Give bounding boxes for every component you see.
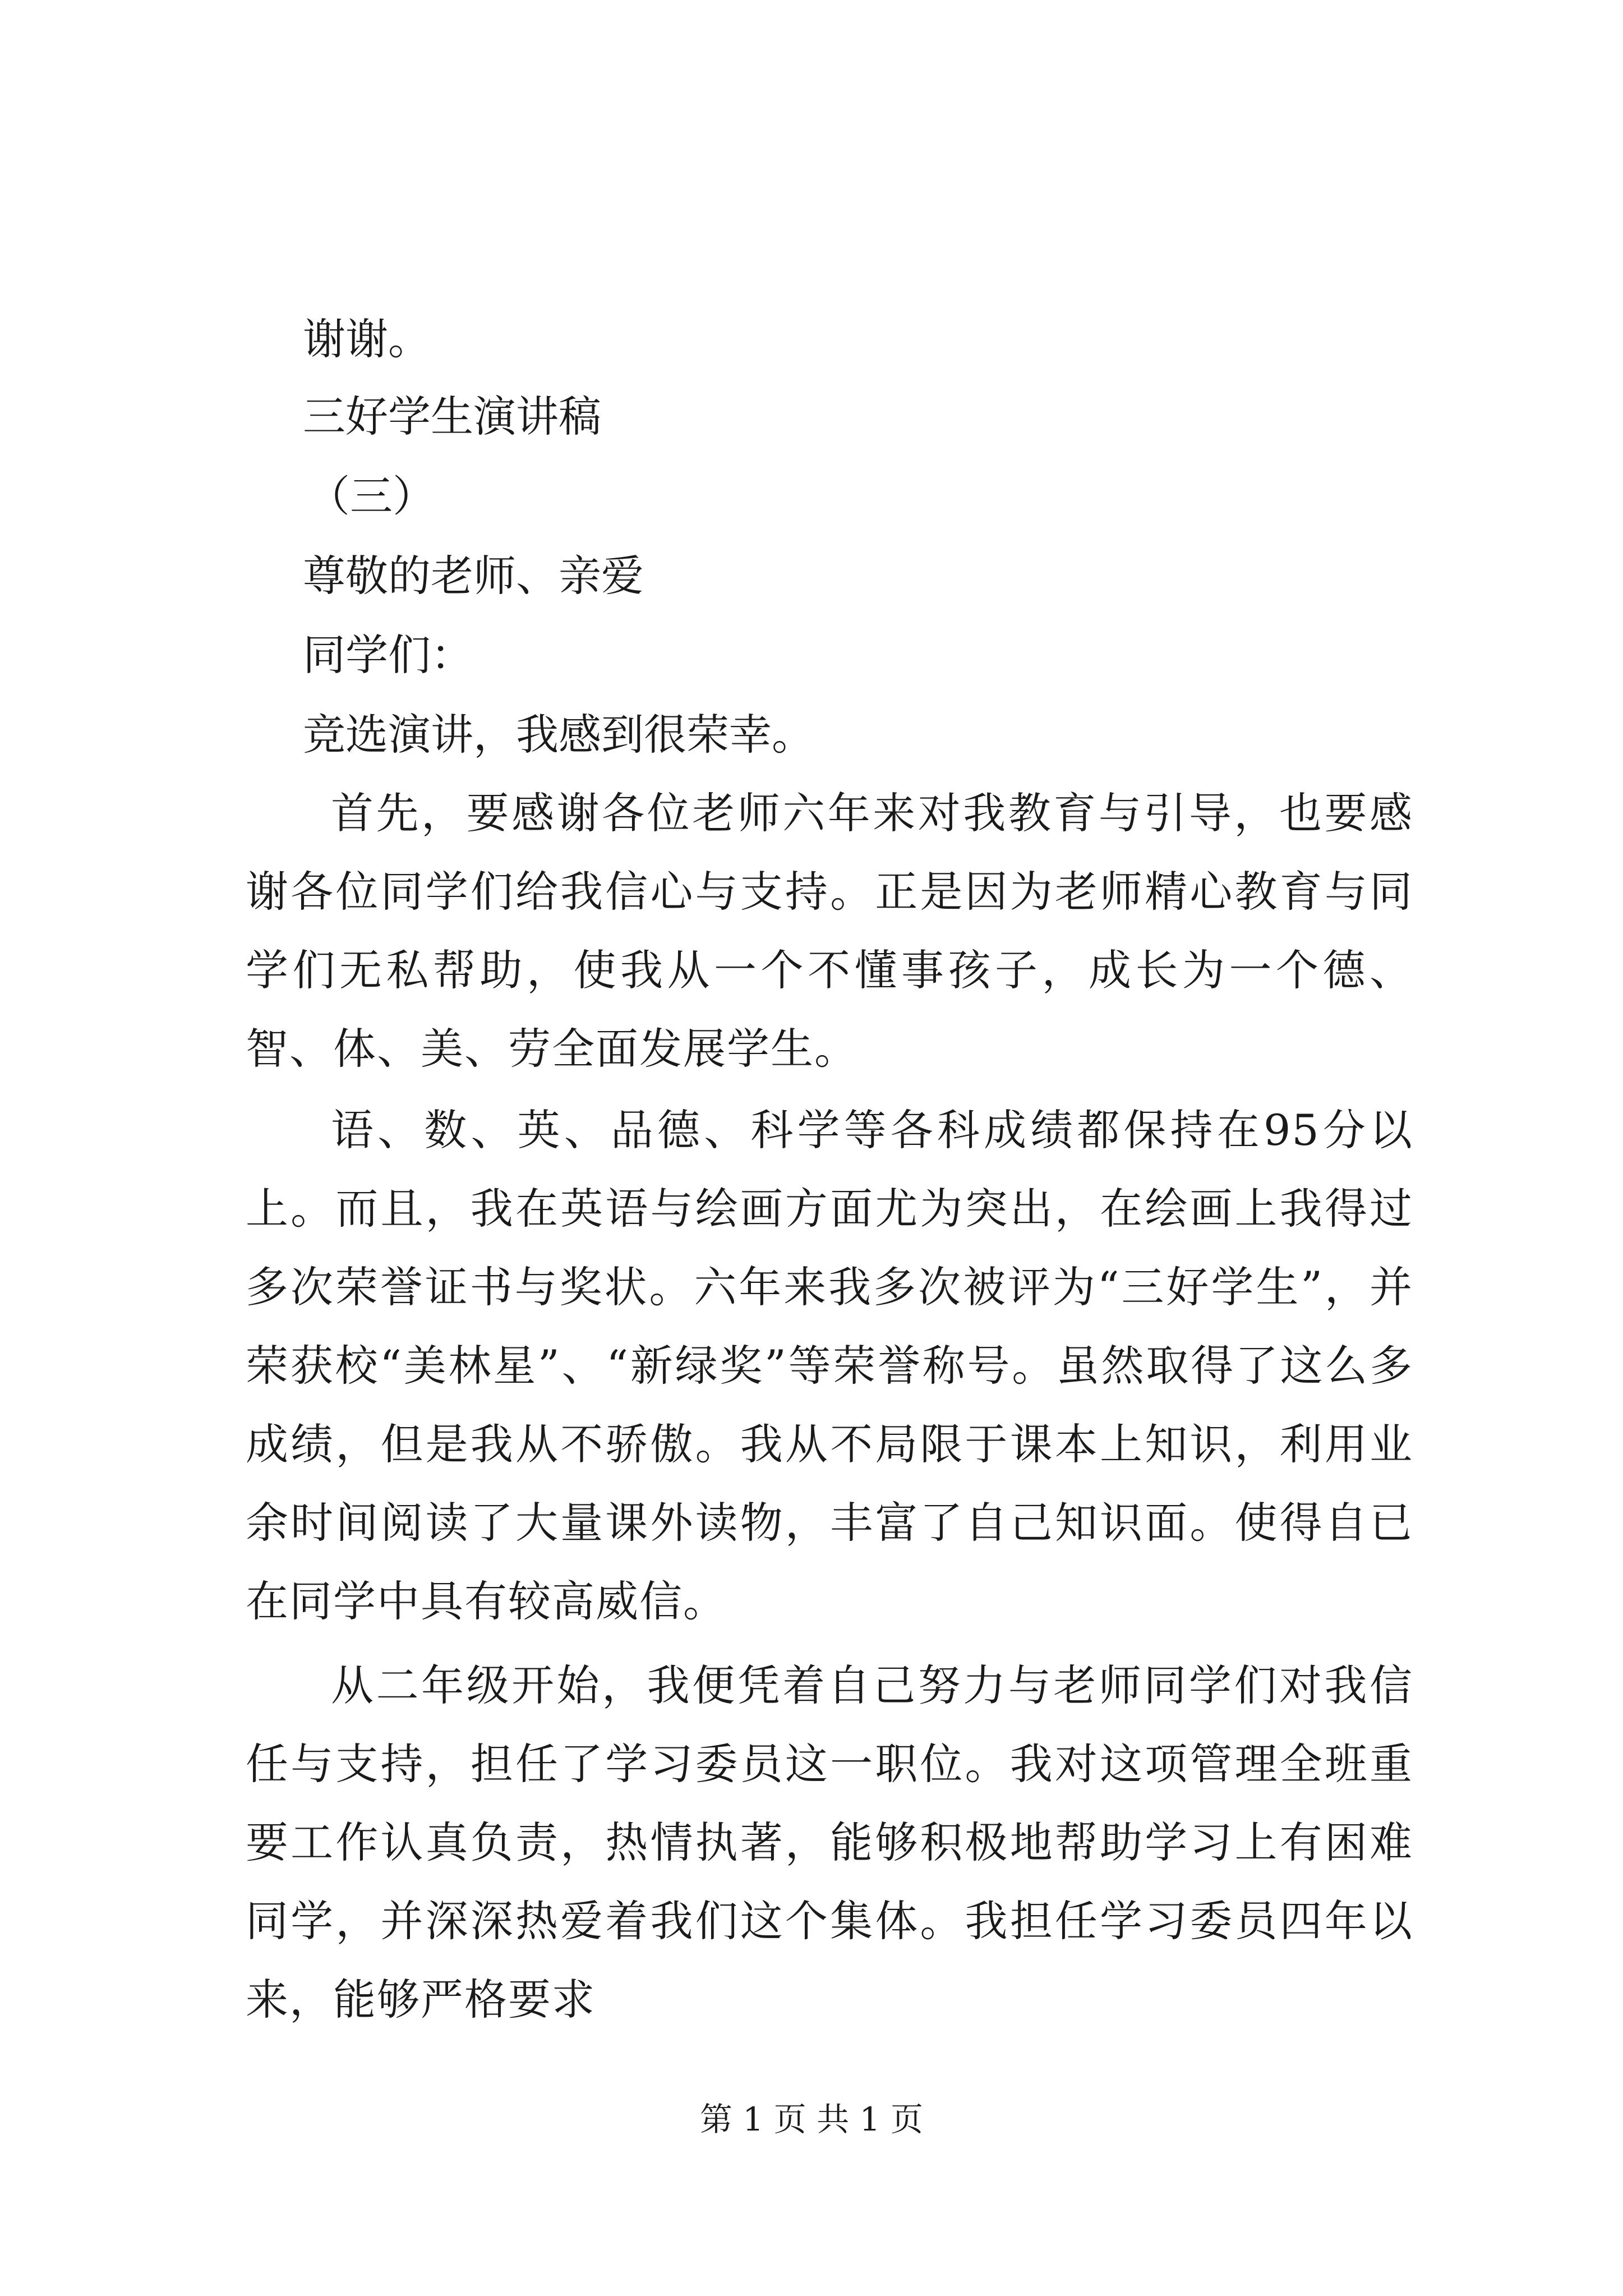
- paragraph-achievements: 语、数、英、品德、科学等各科成绩都保持在95分以上。而且，我在英语与绘画方面尤为突出，在绘画上我得过多次荣誉证书与奖状。六年来我多次被评为“三好学生”，并荣获校“美林星”、“新绿奖”等荣誉称号。虽然取得了这么多成绩，但是我从不骄傲。我从不局限于课本上知识，利用业余时间阅读了大量课外读物，丰富了自己知识面。使得自已在同学中具有较高威信。: [246, 1105, 1413, 1626]
- salutation-line-2: 同学们：: [303, 630, 473, 680]
- paragraph-study-committee: 从二年级开始，我便凭着自己努力与老师同学们对我信任与支持，担任了学习委员这一职位。我对这项管理全班重要工作认真负责，热情执著，能够积极地帮助学习上有困难同学，并深深热爱着我们这个集体。我担任学习委员四年以来，能够严格要求: [246, 1660, 1413, 2024]
- document-title: 三好学生演讲稿: [303, 392, 601, 441]
- section-number: （三）: [307, 471, 435, 521]
- paragraph-gratitude: 首先，要感谢各位老师六年来对我教育与引导，也要感谢各位同学们给我信心与支持。正是因为老师精心教育与同学们无私帮助，使我从一个不懂事孩子，成长为一个德、智、体、美、劳全面发展学生。: [246, 788, 1413, 1074]
- opening-sentence: 竞选演讲，我感到很荣幸。: [303, 710, 814, 760]
- salutation-line-1: 尊敬的老师、亲爱: [303, 551, 644, 601]
- page-footer: 第 1 页 共 1 页: [700, 2100, 923, 2138]
- closing-thanks: 谢谢。: [303, 314, 431, 364]
